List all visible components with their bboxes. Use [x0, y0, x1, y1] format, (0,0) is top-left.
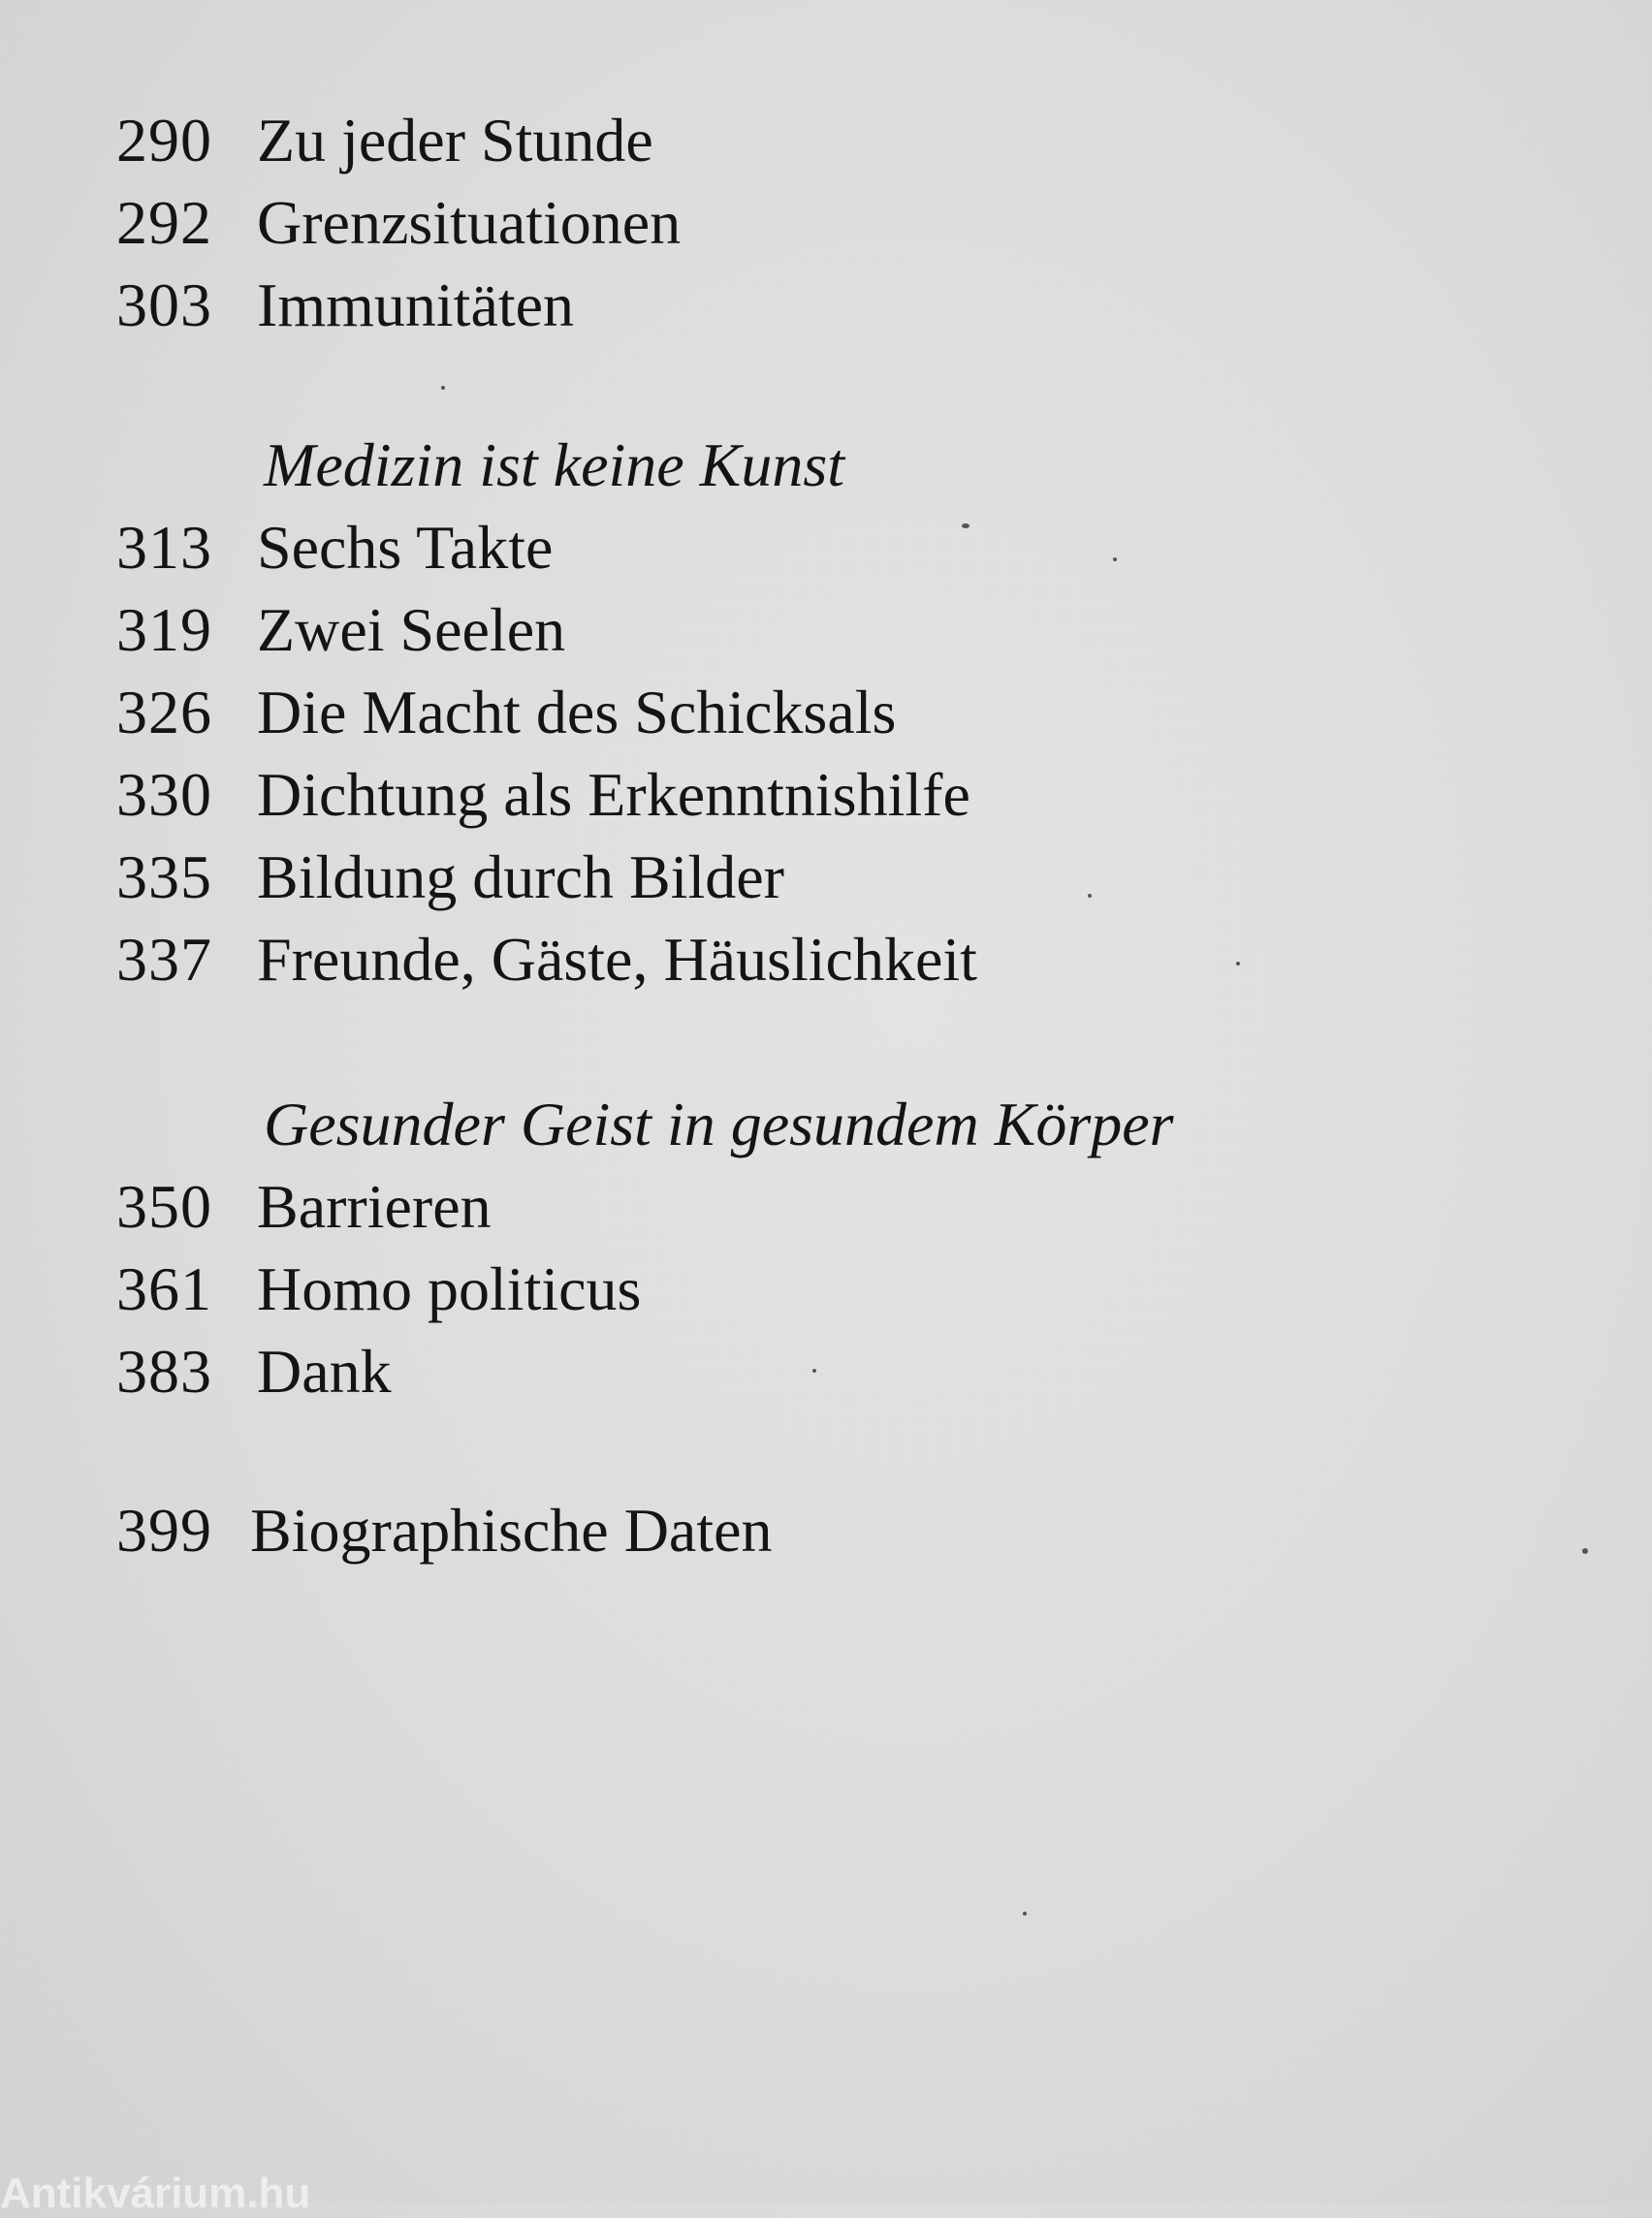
- chapter-title: Sechs Takte: [257, 513, 554, 582]
- chapter-title: Immunitäten: [257, 270, 575, 339]
- chapter-title: Barrieren: [257, 1172, 492, 1241]
- page-number: 313: [116, 513, 212, 582]
- watermark: Antikvárium.hu: [0, 2170, 311, 2217]
- section-heading: Medizin ist keine Kunst: [264, 430, 845, 499]
- chapter-title: Biographische Daten: [250, 1496, 773, 1565]
- paper-speck: [1088, 894, 1092, 898]
- page-number: 290: [116, 106, 212, 174]
- page-number: 292: [116, 188, 212, 257]
- paper-speck: [441, 386, 445, 390]
- chapter-title: Zu jeder Stunde: [257, 106, 653, 174]
- page-number: 335: [116, 842, 212, 911]
- page-number: 361: [116, 1254, 212, 1323]
- paper-speck: [1113, 557, 1117, 561]
- chapter-title: Homo politicus: [257, 1254, 642, 1323]
- page-number: 330: [116, 760, 212, 829]
- paper-speck: [1236, 962, 1240, 966]
- chapter-title: Grenzsituationen: [257, 188, 682, 257]
- page-number: 383: [116, 1337, 212, 1406]
- page-number: 319: [116, 595, 212, 664]
- paper-speck: [962, 523, 969, 528]
- paper-speck: [812, 1369, 816, 1373]
- paper-speck: [1023, 1912, 1027, 1916]
- chapter-title: Dichtung als Erkenntnishilfe: [257, 760, 970, 829]
- chapter-title: Bildung durch Bilder: [257, 842, 784, 911]
- chapter-title: Freunde, Gäste, Häuslichkeit: [257, 925, 977, 994]
- chapter-title: Zwei Seelen: [257, 595, 566, 664]
- chapter-title: Die Macht des Schicksals: [257, 678, 897, 746]
- page-number: 337: [116, 925, 212, 994]
- page-number: 350: [116, 1172, 212, 1241]
- page-number: 399: [116, 1496, 212, 1565]
- paper-speck: [1582, 1548, 1588, 1554]
- page-number: 326: [116, 678, 212, 746]
- section-heading: Gesunder Geist in gesundem Körper: [264, 1090, 1174, 1158]
- page-number: 303: [116, 270, 212, 339]
- chapter-title: Dank: [257, 1337, 392, 1406]
